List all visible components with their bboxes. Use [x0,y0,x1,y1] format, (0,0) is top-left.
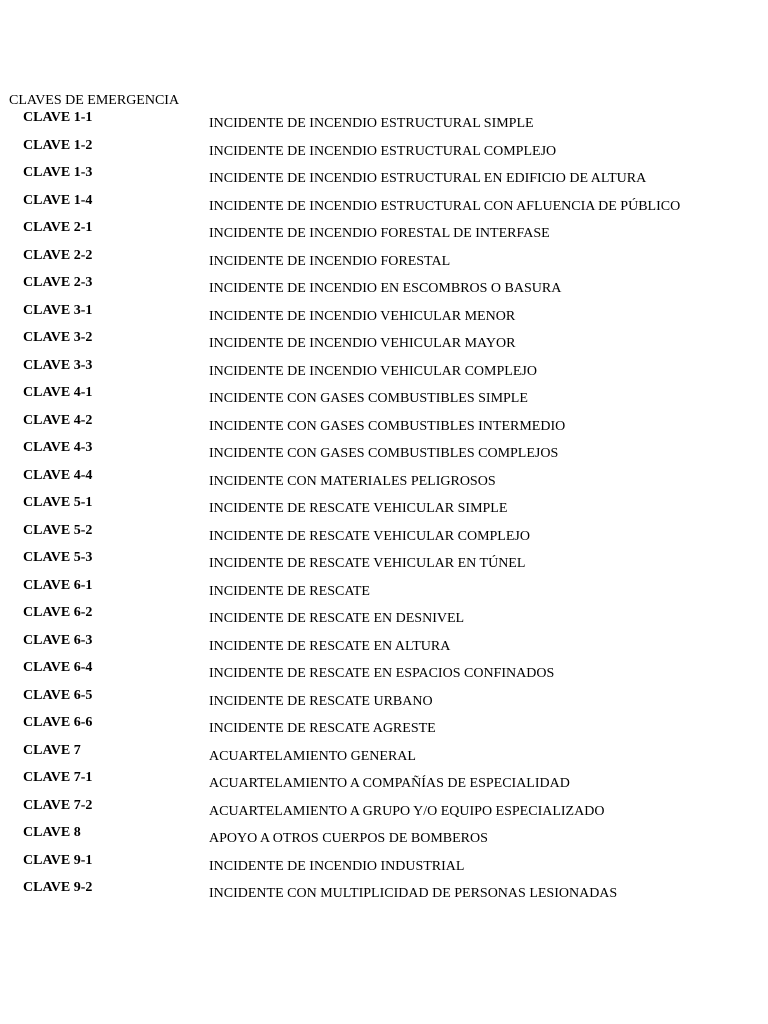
list-item [0,137,768,165]
emergency-description: INCIDENTE DE INCENDIO VEHICULAR MAYOR [209,336,516,351]
emergency-description: INCIDENTE DE RESCATE EN ESPACIOS CONFINADOS [209,666,555,681]
list-item [0,824,768,852]
emergency-codes-list [0,109,768,907]
list-item [0,604,768,632]
emergency-code: CLAVE 9-1 [23,852,93,868]
list-item [0,357,768,385]
emergency-description: INCIDENTE DE RESCATE VEHICULAR EN TÚNEL [209,556,526,571]
emergency-code: CLAVE 4-1 [23,385,93,400]
list-item [0,412,768,440]
emergency-description: INCIDENTE DE INCENDIO ESTRUCTURAL SIMPLE [209,116,534,131]
emergency-description: INCIDENTE DE RESCATE EN DESNIVEL [209,611,465,626]
emergency-description: INCIDENTE DE INCENDIO INDUSTRIAL [209,858,465,874]
emergency-description: INCIDENTE DE INCENDIO FORESTAL DE INTERFASE [209,226,550,241]
emergency-code: CLAVE 5-2 [23,522,93,538]
list-item [0,247,768,275]
emergency-code: CLAVE 2-2 [23,247,93,263]
emergency-code: CLAVE 6-2 [23,605,93,620]
emergency-code: CLAVE 7 [23,742,81,758]
emergency-code: CLAVE 6-5 [23,687,93,703]
list-item [0,494,768,522]
emergency-code: CLAVE 4-4 [23,467,93,483]
list-item [0,714,768,742]
list-item [0,632,768,660]
list-item [0,109,768,137]
emergency-description: INCIDENTE DE RESCATE URBANO [209,693,433,709]
emergency-code: CLAVE 5-3 [23,550,93,565]
emergency-code: CLAVE 3-2 [23,330,93,345]
emergency-code: CLAVE 6-3 [23,632,93,648]
emergency-description: INCIDENTE CON GASES COMBUSTIBLES SIMPLE [209,391,528,406]
list-item [0,439,768,467]
list-item [0,192,768,220]
list-item [0,302,768,330]
emergency-description: INCIDENTE DE RESCATE VEHICULAR SIMPLE [209,501,508,516]
list-item [0,549,768,577]
emergency-description: INCIDENTE DE INCENDIO VEHICULAR COMPLEJO [209,363,537,379]
emergency-code: CLAVE 1-3 [23,165,93,180]
document-title: CLAVES DE EMERGENCIA [9,93,180,108]
list-item [0,852,768,880]
emergency-code: CLAVE 1-4 [23,192,93,208]
emergency-description: INCIDENTE DE RESCATE [209,583,370,599]
list-item [0,467,768,495]
list-item [0,659,768,687]
emergency-description: INCIDENTE DE INCENDIO ESTRUCTURAL COMPLEJO [209,143,557,159]
emergency-code: CLAVE 3-1 [23,302,93,318]
emergency-code: CLAVE 5-1 [23,495,93,510]
list-item [0,769,768,797]
emergency-code: CLAVE 4-3 [23,440,93,455]
emergency-description: APOYO A OTROS CUERPOS DE BOMBEROS [209,831,488,846]
emergency-description: INCIDENTE CON MATERIALES PELIGROSOS [209,473,496,489]
emergency-code: CLAVE 1-1 [23,110,93,125]
emergency-code: CLAVE 2-1 [23,220,93,235]
emergency-description: INCIDENTE DE RESCATE VEHICULAR COMPLEJO [209,528,530,544]
list-item [0,329,768,357]
emergency-code: CLAVE 2-3 [23,275,93,290]
emergency-description: INCIDENTE DE INCENDIO VEHICULAR MENOR [209,308,516,324]
list-item [0,577,768,605]
list-item [0,384,768,412]
emergency-description: ACUARTELAMIENTO A GRUPO Y/O EQUIPO ESPECIALIZADO [209,803,605,819]
emergency-description: INCIDENTE CON MULTIPLICIDAD DE PERSONAS LESIONADAS [209,886,618,901]
list-item [0,219,768,247]
emergency-description: INCIDENTE DE RESCATE AGRESTE [209,721,436,736]
emergency-description: INCIDENTE DE INCENDIO FORESTAL [209,253,451,269]
emergency-code: CLAVE 9-2 [23,880,93,895]
emergency-code: CLAVE 8 [23,825,81,840]
emergency-description: ACUARTELAMIENTO GENERAL [209,748,416,764]
list-item [0,164,768,192]
emergency-description: INCIDENTE DE INCENDIO ESTRUCTURAL CON AFLUENCIA DE PÚBLICO [209,198,681,214]
list-item [0,879,768,907]
emergency-description: INCIDENTE DE RESCATE EN ALTURA [209,638,451,654]
list-item [0,687,768,715]
list-item [0,522,768,550]
emergency-description: INCIDENTE CON GASES COMBUSTIBLES INTERMEDIO [209,418,566,434]
emergency-code: CLAVE 1-2 [23,137,93,153]
emergency-code: CLAVE 7-1 [23,770,93,785]
emergency-description: INCIDENTE DE INCENDIO ESTRUCTURAL EN EDIFICIO DE ALTURA [209,171,647,186]
emergency-code: CLAVE 7-2 [23,797,93,813]
emergency-code: CLAVE 6-4 [23,660,93,675]
emergency-description: INCIDENTE CON GASES COMBUSTIBLES COMPLEJOS [209,446,559,461]
list-item [0,797,768,825]
list-item [0,742,768,770]
emergency-code: CLAVE 6-1 [23,577,93,593]
emergency-code: CLAVE 4-2 [23,412,93,428]
emergency-description: INCIDENTE DE INCENDIO EN ESCOMBROS O BASURA [209,281,562,296]
emergency-code: CLAVE 6-6 [23,715,93,730]
emergency-code: CLAVE 3-3 [23,357,93,373]
emergency-description: ACUARTELAMIENTO A COMPAÑÍAS DE ESPECIALIDAD [209,776,570,791]
list-item [0,274,768,302]
